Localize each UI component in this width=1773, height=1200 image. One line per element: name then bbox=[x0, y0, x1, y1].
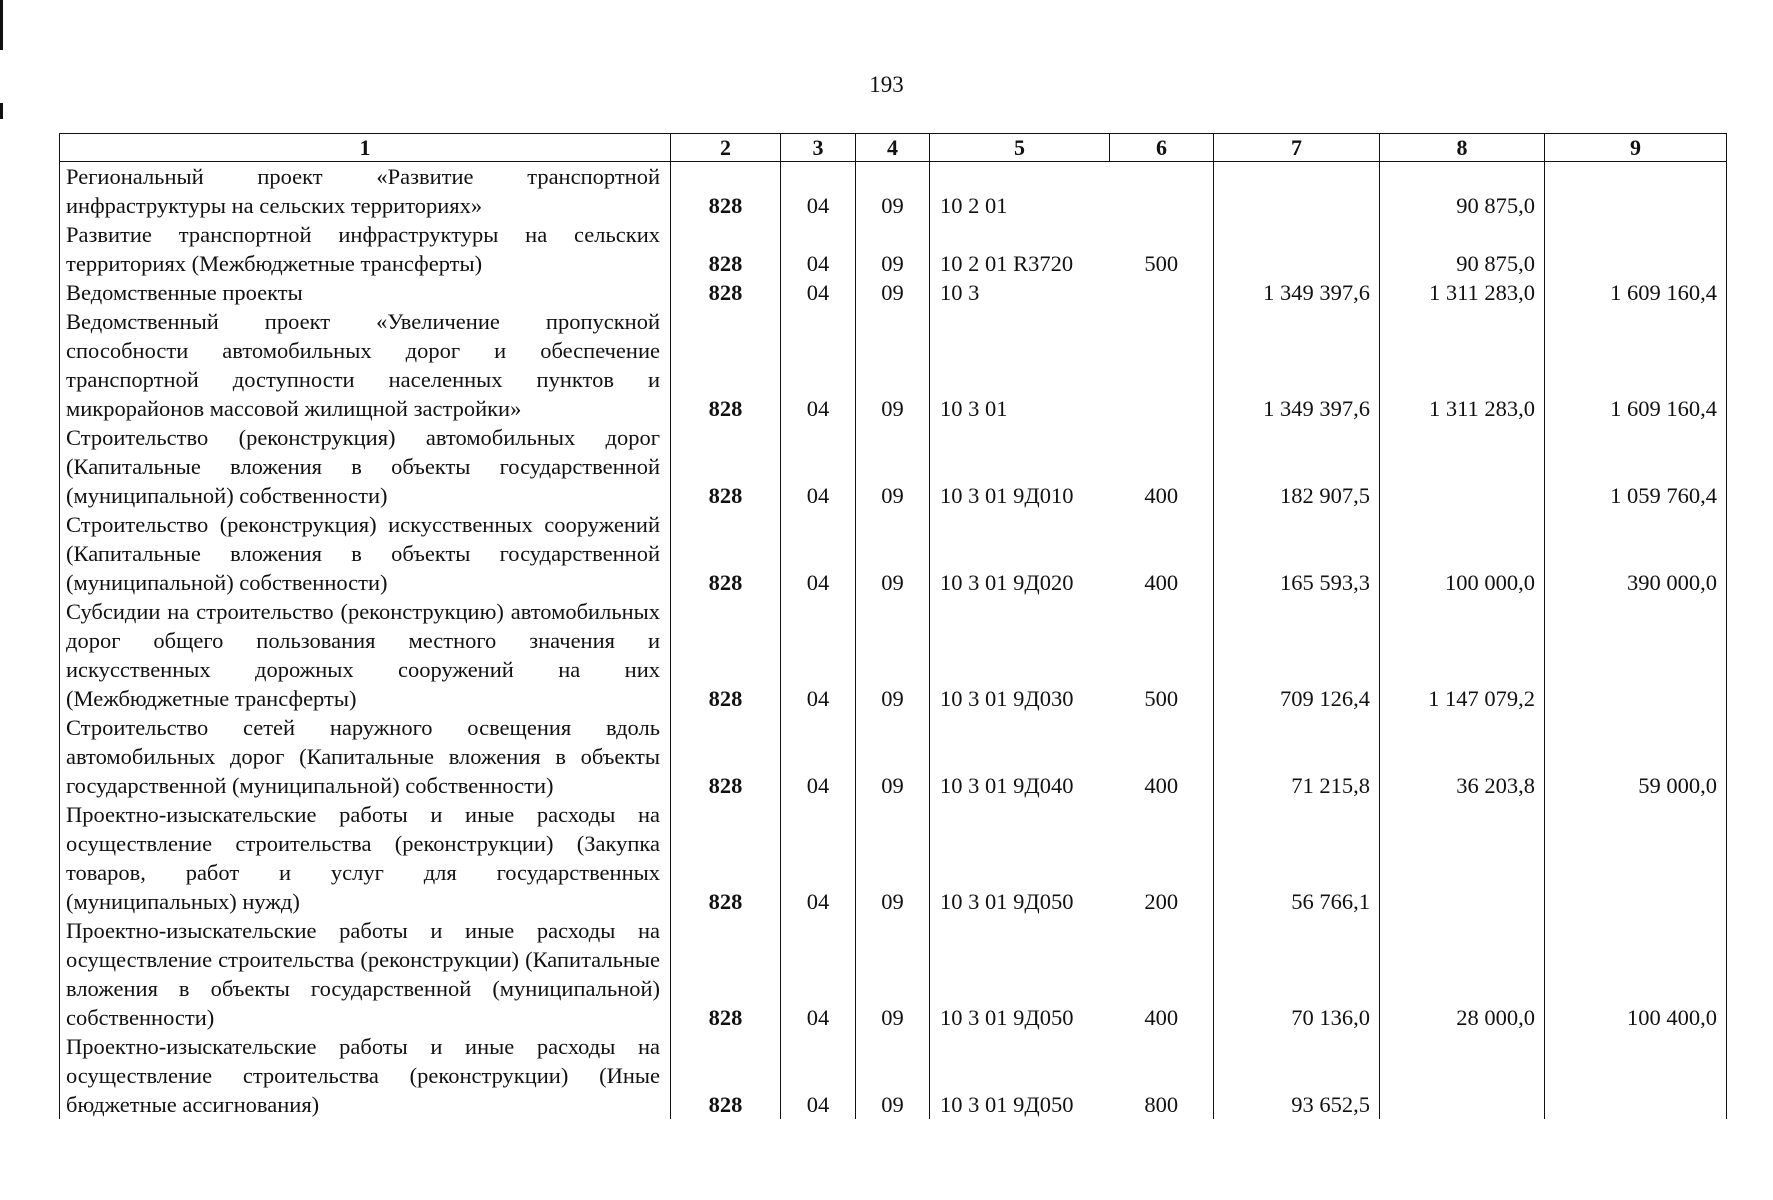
target-article-code: 10 2 01 bbox=[930, 162, 1110, 221]
ministry-code: 828 bbox=[671, 220, 781, 278]
subsection-code: 09 bbox=[856, 597, 930, 713]
amount-col-9 bbox=[1545, 800, 1727, 916]
expense-type-code bbox=[1110, 162, 1214, 221]
page-number: 193 bbox=[869, 72, 904, 97]
subsection-code: 09 bbox=[856, 800, 930, 916]
subsection-code: 09 bbox=[856, 162, 930, 221]
amount-col-7: 182 907,5 bbox=[1214, 423, 1380, 510]
col-header-9: 9 bbox=[1545, 134, 1727, 162]
item-name: Региональный проект «Развитие транспортной инфраструктуры на сельских территориях» bbox=[60, 162, 671, 221]
expense-type-code: 200 bbox=[1110, 800, 1214, 916]
item-name: Ведомственный проект «Увеличение пропускной способности автомобильных дорог и обеспечение транспортной доступности населенных пунктов и микрорайонов массовой жилищной застройки» bbox=[60, 307, 671, 423]
amount-col-9: 390 000,0 bbox=[1545, 510, 1727, 597]
subsection-code: 09 bbox=[856, 423, 930, 510]
table-row bbox=[60, 423, 1727, 510]
section-code: 04 bbox=[781, 713, 856, 800]
table-row bbox=[60, 1032, 1727, 1119]
ministry-code: 828 bbox=[671, 713, 781, 800]
amount-col-7: 1 349 397,6 bbox=[1214, 307, 1380, 423]
item-name: Проектно-изыскательские работы и иные расходы на осуществление строительства (реконструкции) (Капитальные вложения в объекты государственной (муниципальной) собственности) bbox=[60, 916, 671, 1032]
amount-col-9: 59 000,0 bbox=[1545, 713, 1727, 800]
amount-col-8: 90 875,0 bbox=[1380, 162, 1545, 221]
amount-col-8: 1 147 079,2 bbox=[1380, 597, 1545, 713]
amount-col-7: 56 766,1 bbox=[1214, 800, 1380, 916]
item-name: Строительство (реконструкция) искусственных сооружений (Капитальные вложения в объекты государственной (муниципальной) собственности) bbox=[60, 510, 671, 597]
amount-col-8: 90 875,0 bbox=[1380, 220, 1545, 278]
col-header-7: 7 bbox=[1214, 134, 1380, 162]
amount-col-9 bbox=[1545, 597, 1727, 713]
target-article-code: 10 3 01 9Д020 bbox=[930, 510, 1110, 597]
section-code: 04 bbox=[781, 220, 856, 278]
section-code: 04 bbox=[781, 510, 856, 597]
ministry-code: 828 bbox=[671, 162, 781, 221]
subsection-code: 09 bbox=[856, 713, 930, 800]
item-name: Развитие транспортной инфраструктуры на сельских территориях (Межбюджетные трансферты) bbox=[60, 220, 671, 278]
header-row bbox=[60, 134, 1727, 162]
ministry-code: 828 bbox=[671, 510, 781, 597]
section-code: 04 bbox=[781, 800, 856, 916]
target-article-code: 10 3 01 9Д010 bbox=[930, 423, 1110, 510]
section-code: 04 bbox=[781, 307, 856, 423]
amount-col-8 bbox=[1380, 423, 1545, 510]
table-row bbox=[60, 510, 1727, 597]
subsection-code: 09 bbox=[856, 916, 930, 1032]
col-header-5: 5 bbox=[930, 134, 1110, 162]
ministry-code: 828 bbox=[671, 307, 781, 423]
amount-col-7: 1 349 397,6 bbox=[1214, 278, 1380, 307]
col-header-2: 2 bbox=[671, 134, 781, 162]
expense-type-code: 400 bbox=[1110, 916, 1214, 1032]
section-code: 04 bbox=[781, 916, 856, 1032]
col-header-6: 6 bbox=[1110, 134, 1214, 162]
amount-col-9 bbox=[1545, 162, 1727, 221]
subsection-code: 09 bbox=[856, 278, 930, 307]
item-name: Строительство (реконструкция) автомобильных дорог (Капитальные вложения в объекты государственной (муниципальной) собственности) bbox=[60, 423, 671, 510]
amount-col-9 bbox=[1545, 1032, 1727, 1119]
table-row bbox=[60, 800, 1727, 916]
col-header-8: 8 bbox=[1380, 134, 1545, 162]
table-row bbox=[60, 220, 1727, 278]
item-name: Субсидии на строительство (реконструкцию) автомобильных дорог общего пользования местного значения и искусственных дорожных сооружений на них (Межбюджетные трансферты) bbox=[60, 597, 671, 713]
amount-col-8: 1 311 283,0 bbox=[1380, 278, 1545, 307]
item-name: Проектно-изыскательские работы и иные расходы на осуществление строительства (реконструкции) (Закупка товаров, работ и услуг для государственных (муниципальных) нужд) bbox=[60, 800, 671, 916]
amount-col-8 bbox=[1380, 1032, 1545, 1119]
amount-col-9: 1 059 760,4 bbox=[1545, 423, 1727, 510]
item-name: Строительство сетей наружного освещения вдоль автомобильных дорог (Капитальные вложения в объекты государственной (муниципальной) собственности) bbox=[60, 713, 671, 800]
amount-col-7: 93 652,5 bbox=[1214, 1032, 1380, 1119]
ministry-code: 828 bbox=[671, 278, 781, 307]
amount-col-7 bbox=[1214, 162, 1380, 221]
amount-col-8 bbox=[1380, 800, 1545, 916]
ministry-code: 828 bbox=[671, 423, 781, 510]
item-name: Ведомственные проекты bbox=[60, 278, 671, 307]
col-header-1: 1 bbox=[60, 134, 671, 162]
amount-col-7: 709 126,4 bbox=[1214, 597, 1380, 713]
amount-col-7: 165 593,3 bbox=[1214, 510, 1380, 597]
table-row bbox=[60, 278, 1727, 307]
amount-col-7: 70 136,0 bbox=[1214, 916, 1380, 1032]
ministry-code: 828 bbox=[671, 597, 781, 713]
table-row bbox=[60, 713, 1727, 800]
expense-type-code: 800 bbox=[1110, 1032, 1214, 1119]
table-body bbox=[60, 162, 1727, 1120]
target-article-code: 10 2 01 R3720 bbox=[930, 220, 1110, 278]
scan-edge-mark bbox=[0, 103, 3, 119]
amount-col-9 bbox=[1545, 220, 1727, 278]
target-article-code: 10 3 01 bbox=[930, 307, 1110, 423]
table-row bbox=[60, 307, 1727, 423]
subsection-code: 09 bbox=[856, 307, 930, 423]
target-article-code: 10 3 01 9Д040 bbox=[930, 713, 1110, 800]
table-row bbox=[60, 916, 1727, 1032]
expense-type-code: 500 bbox=[1110, 597, 1214, 713]
scan-edge-mark bbox=[0, 0, 3, 50]
expense-type-code bbox=[1110, 278, 1214, 307]
amount-col-9: 1 609 160,4 bbox=[1545, 278, 1727, 307]
subsection-code: 09 bbox=[856, 220, 930, 278]
amount-col-8: 36 203,8 bbox=[1380, 713, 1545, 800]
expense-type-code: 400 bbox=[1110, 423, 1214, 510]
amount-col-7: 71 215,8 bbox=[1214, 713, 1380, 800]
amount-col-7 bbox=[1214, 220, 1380, 278]
amount-col-9: 1 609 160,4 bbox=[1545, 307, 1727, 423]
table-row bbox=[60, 597, 1727, 713]
section-code: 04 bbox=[781, 597, 856, 713]
expense-type-code: 400 bbox=[1110, 510, 1214, 597]
target-article-code: 10 3 01 9Д050 bbox=[930, 800, 1110, 916]
target-article-code: 10 3 01 9Д030 bbox=[930, 597, 1110, 713]
item-name: Проектно-изыскательские работы и иные расходы на осуществление строительства (реконструкции) (Иные бюджетные ассигнования) bbox=[60, 1032, 671, 1119]
budget-table bbox=[59, 133, 1727, 1119]
section-code: 04 bbox=[781, 423, 856, 510]
expense-type-code bbox=[1110, 307, 1214, 423]
amount-col-8: 1 311 283,0 bbox=[1380, 307, 1545, 423]
ministry-code: 828 bbox=[671, 916, 781, 1032]
target-article-code: 10 3 bbox=[930, 278, 1110, 307]
expense-type-code: 500 bbox=[1110, 220, 1214, 278]
target-article-code: 10 3 01 9Д050 bbox=[930, 1032, 1110, 1119]
amount-col-8: 100 000,0 bbox=[1380, 510, 1545, 597]
table-row bbox=[60, 162, 1727, 221]
col-header-3: 3 bbox=[781, 134, 856, 162]
amount-col-8: 28 000,0 bbox=[1380, 916, 1545, 1032]
section-code: 04 bbox=[781, 162, 856, 221]
section-code: 04 bbox=[781, 278, 856, 307]
expense-type-code: 400 bbox=[1110, 713, 1214, 800]
col-header-4: 4 bbox=[856, 134, 930, 162]
subsection-code: 09 bbox=[856, 1032, 930, 1119]
ministry-code: 828 bbox=[671, 800, 781, 916]
subsection-code: 09 bbox=[856, 510, 930, 597]
amount-col-9: 100 400,0 bbox=[1545, 916, 1727, 1032]
target-article-code: 10 3 01 9Д050 bbox=[930, 916, 1110, 1032]
ministry-code: 828 bbox=[671, 1032, 781, 1119]
section-code: 04 bbox=[781, 1032, 856, 1119]
